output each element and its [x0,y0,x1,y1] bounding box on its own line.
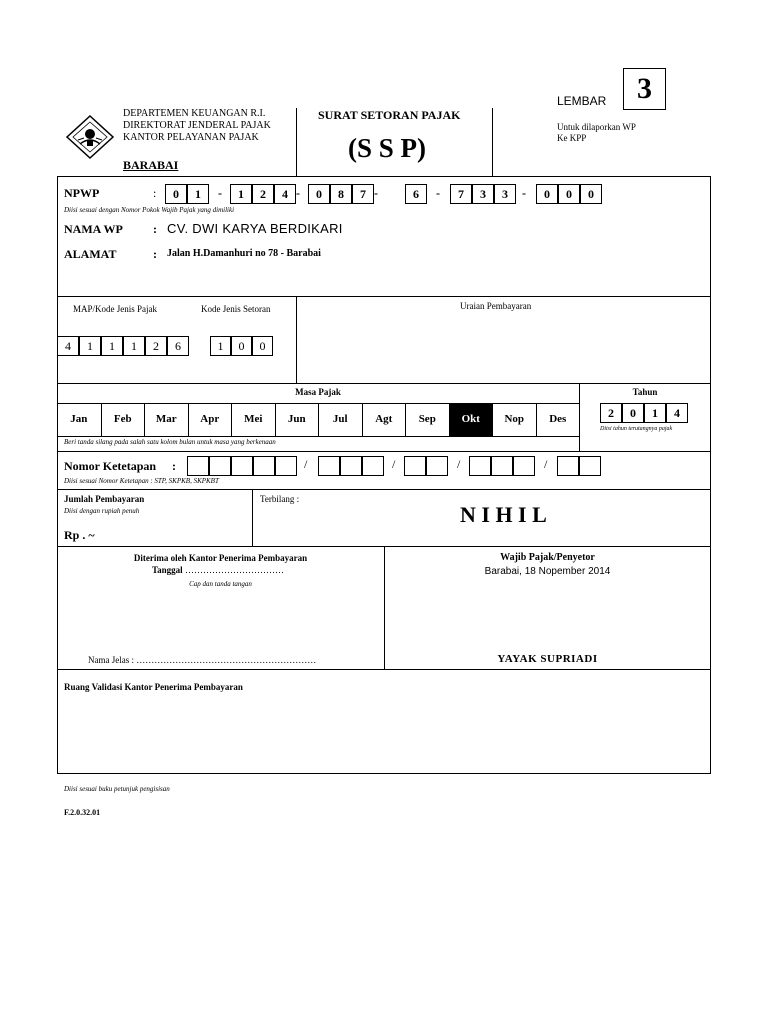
ketetapan-digit[interactable] [253,456,275,476]
map-digit[interactable]: 1 [101,336,123,356]
npwp-digit[interactable]: 0 [165,184,187,204]
month-feb[interactable]: Feb [101,403,145,436]
form-code: (S S P) [348,133,427,163]
wajib-label: Wajib Pajak/Penyetor [500,552,595,563]
npwp-digit[interactable]: 3 [472,184,494,204]
tahun-label: Tahun [632,387,658,397]
ketetapan-digit[interactable] [557,456,579,476]
ketetapan-separator: / [392,457,396,471]
month-jul[interactable]: Jul [318,403,362,436]
month-agt[interactable]: Agt [362,403,406,436]
terbilang-value[interactable]: N I H I L [460,502,547,527]
rp-value[interactable]: Rp . ~ [64,528,95,542]
npwp-separator: - [374,186,378,200]
dept-line-3: KANTOR PELAYANAN PAJAK [123,132,259,143]
nama-jelas-label: Nama Jelas : [88,655,134,665]
ketetapan-hint: Diisi sesuai Nomor Ketetapan : STP, SKPKB, SKPKBT [64,477,219,485]
wajib-place-date[interactable]: Barabai, 18 Nopember 2014 [484,566,611,577]
jumlah-label: Jumlah Pembayaran [64,494,145,504]
month-selected-okt[interactable]: Okt [449,403,493,436]
npwp-digit[interactable]: 2 [252,184,274,204]
ministry-logo [64,114,116,160]
map-digit[interactable]: 1 [79,336,101,356]
month-mei[interactable]: Mei [231,403,275,436]
lembar-label: LEMBAR [557,94,607,108]
ketetapan-separator: / [457,457,461,471]
npwp-digit[interactable]: 1 [187,184,209,204]
ketetapan-colon: : [172,459,176,473]
nama-wp-colon: : [153,222,157,236]
npwp-digit[interactable]: 8 [330,184,352,204]
nama-wp-value[interactable]: CV. DWI KARYA BERDIKARI [167,221,343,236]
tahun-digit[interactable]: 0 [622,403,644,423]
cap-label: Cap dan tanda tangan [189,580,252,588]
map-label: MAP/Kode Jenis Pajak [73,304,157,314]
ketetapan-separator: / [544,457,548,471]
setoran-digit[interactable]: 0 [252,336,273,356]
uraian-label: Uraian Pembayaran [460,301,532,311]
alamat-label: ALAMAT [64,247,117,261]
ketetapan-digit[interactable] [318,456,340,476]
nama-wp-label: NAMA WP [64,222,123,236]
nama-jelas-row [88,655,316,665]
masa-hint: Beri tanda silang pada salah satu kolom bulan untuk masa yang berkenaan [64,438,276,446]
form-title: SURAT SETORAN PAJAK [318,108,461,122]
month-sep[interactable]: Sep [405,403,449,436]
npwp-digit[interactable]: 1 [230,184,252,204]
diterima-label: Diterima oleh Kantor Penerima Pembayaran [133,553,308,563]
npwp-hint: Diisi sesuai dengan Nomor Pokok Wajib Pajak yang dimiliki [64,206,235,214]
npwp-separator: - [522,186,526,200]
lembar-note-1: Untuk dilaporkan WP [557,122,636,132]
month-nop[interactable]: Nop [492,403,536,436]
tanggal-label: Tanggal [152,565,183,575]
footer-note: Diisi sesuai buku petunjuk pengisisan [64,785,170,793]
month-jun[interactable]: Jun [275,403,319,436]
month-apr[interactable]: Apr [188,403,232,436]
npwp-separator: - [218,186,222,200]
setoran-digit[interactable]: 1 [210,336,231,356]
jumlah-hint: Diisi dengan rupiah penuh [64,507,140,515]
npwp-digit[interactable]: 0 [536,184,558,204]
map-digit[interactable]: 1 [123,336,145,356]
npwp-digit[interactable]: 0 [558,184,580,204]
dept-line-2: DIREKTORAT JENDERAL PAJAK [123,120,271,131]
wajib-name[interactable]: YAYAK SUPRIADI [497,653,598,665]
ketetapan-digit[interactable] [275,456,297,476]
tahun-digit[interactable]: 2 [600,403,622,423]
month-des[interactable]: Des [536,403,580,436]
ministry-emblem-icon [64,114,116,160]
ketetapan-digit[interactable] [469,456,491,476]
terbilang-label: Terbilang : [260,494,300,504]
ketetapan-digit[interactable] [426,456,448,476]
nama-jelas-dots[interactable]: …………………………………………………… [136,655,317,665]
ketetapan-digit[interactable] [491,456,513,476]
ketetapan-digit[interactable] [231,456,253,476]
dept-line-1: DEPARTEMEN KEUANGAN R.I. [123,108,266,119]
office-name: BARABAI [123,158,179,172]
map-digit[interactable]: 6 [167,336,189,356]
map-digit[interactable]: 4 [57,336,79,356]
tahun-digit[interactable]: 4 [666,403,688,423]
ketetapan-digit[interactable] [404,456,426,476]
ketetapan-digit[interactable] [187,456,209,476]
npwp-digit[interactable]: 0 [308,184,330,204]
ketetapan-digit[interactable] [579,456,601,476]
npwp-separator: - [436,186,440,200]
validasi-label: Ruang Validasi Kantor Penerima Pembayaran [64,682,243,692]
tahun-digit[interactable]: 1 [644,403,666,423]
npwp-colon: : [153,186,157,200]
tanggal-dots[interactable]: …………………………… [184,565,284,575]
npwp-digit[interactable]: 7 [352,184,374,204]
ketetapan-digit[interactable] [340,456,362,476]
ketetapan-digit[interactable] [513,456,535,476]
npwp-label: NPWP [64,186,100,200]
ketetapan-digit[interactable] [209,456,231,476]
setoran-digit[interactable]: 0 [231,336,252,356]
setoran-label: Kode Jenis Setoran [201,304,271,314]
map-digit[interactable]: 2 [145,336,167,356]
npwp-digit[interactable]: 4 [274,184,296,204]
tanggal-row [152,565,284,575]
month-mar[interactable]: Mar [144,403,188,436]
month-jan[interactable]: Jan [70,413,88,425]
footer-code: F.2.0.32.01 [64,808,101,817]
ketetapan-label: Nomor Ketetapan [64,459,157,473]
alamat-value[interactable]: Jalan H.Damanhuri no 78 - Barabai [167,248,321,259]
ketetapan-separator: / [304,457,308,471]
npwp-digit[interactable]: 6 [405,184,427,204]
masa-label: Masa Pajak [295,387,341,397]
alamat-colon: : [153,247,157,261]
tahun-hint: Diisi tahun terutangnya pajak [600,426,673,432]
ketetapan-digit[interactable] [362,456,384,476]
npwp-digit[interactable]: 3 [494,184,516,204]
lembar-number: 3 [623,68,666,110]
npwp-separator: - [296,186,300,200]
npwp-digit[interactable]: 7 [450,184,472,204]
npwp-digit[interactable]: 0 [580,184,602,204]
lembar-note-2: Ke KPP [557,133,587,143]
